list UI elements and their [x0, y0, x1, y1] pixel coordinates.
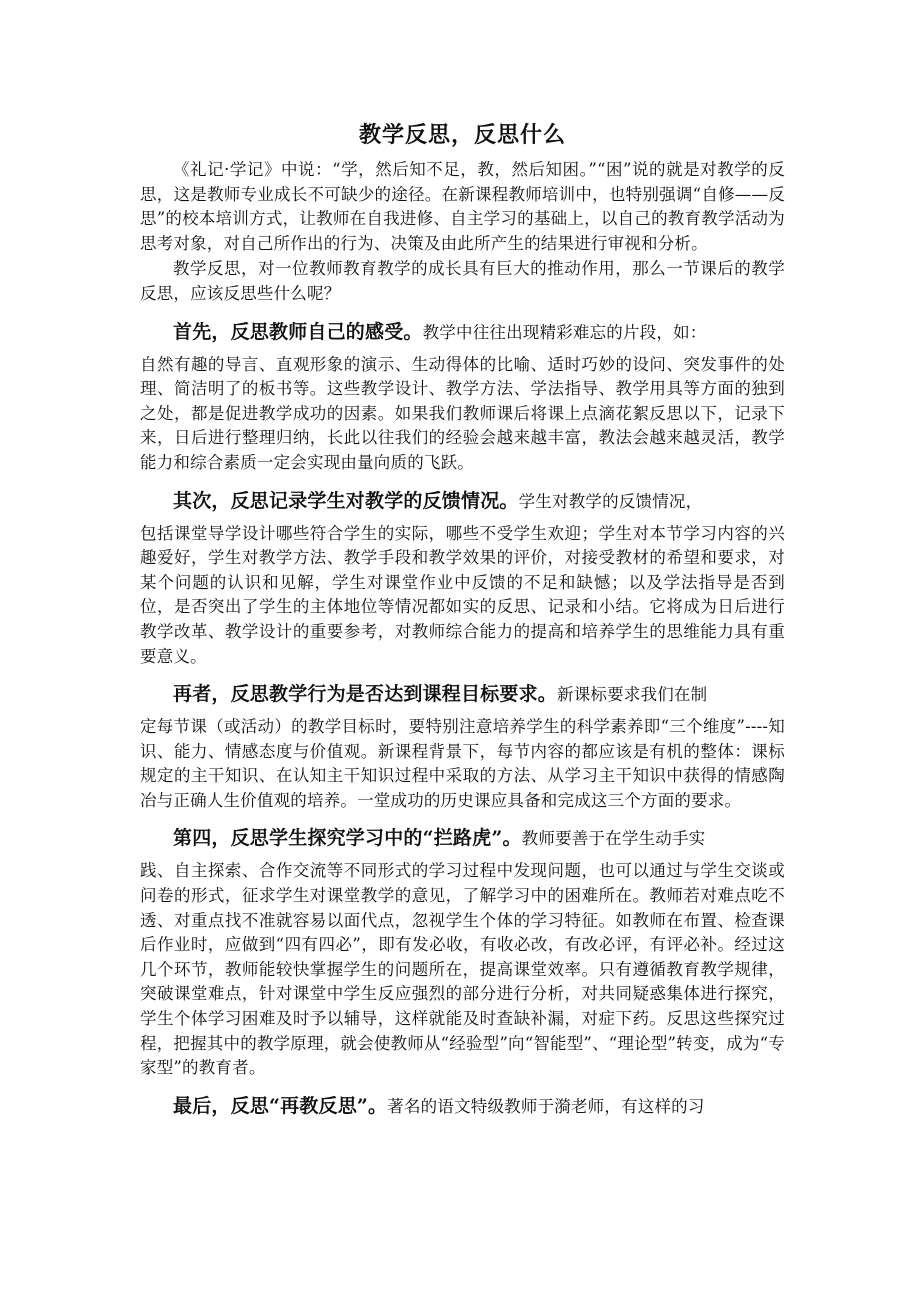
section-body-text: 践、自主探索、合作交流等不同形式的学习过程中发现问题，也可以通过与学生交谈或问卷的形式，征求学生对课堂教学的意见，了解学习中的困难所在。教师若对难点吃不透、对重点找不准就容易以面代点，忽视学生个体的学习特征。如教师在布置、检查课后作业时，应做到“四有四必”，即有发必收，有收必改，有改必评，有评必补。经过这几个环节，教师能较快掌握学生的问题所在，提高课堂效率。只有遵循教育教学规律，突破课堂难点，针对课堂中学生反应强烈的部分进行分析，对共同疑惑集体进行探究，学生个体学习困难及时予以辅导，这样就能及时查缺补漏，对症下药。反思这些探究过程，把握其中的教学原理，就会使教师从“经验型”向“智能型”、“理论型”转变，成为“专家型”的教育者。	[140, 861, 785, 1078]
section-lead-line	[140, 677, 785, 712]
section-first	[140, 315, 785, 476]
section-second	[140, 484, 785, 670]
section-lead-text: 学生对教学的反馈情况，	[518, 491, 703, 511]
intro-paragraph-2: 教学反思，对一位教师教育教学的成长具有巨大的推动作用，那么一节课后的教学反思，应该反思些什么呢？	[140, 259, 785, 303]
section-lead-text: 教学中往往出现精彩难忘的片段，如：	[422, 322, 707, 342]
document-title: 教学反思，反思什么	[358, 122, 566, 148]
section-last	[140, 1089, 785, 1124]
section-body-text: 自然有趣的导言、直观形象的演示、生动得体的比喻、适时巧妙的设问、突发事件的处理、简洁明了的板书等。这些教学设计、教学方法、学法指导、教学用具等方面的独到之处，都是促进教学成功的因素。如果我们教师课后将课上点滴花絮反思以下，记录下来，日后进行整理归纳，长此以往我们的经验会越来越丰富，教法会越来越灵活，教学能力和综合素质一定会实现由量向质的飞跃。	[140, 354, 785, 472]
section-lead-line	[140, 1089, 785, 1124]
document-body	[140, 118, 785, 1127]
section-heading: 其次，反思记录学生对教学的反馈情况。	[173, 489, 519, 512]
section-fourth	[140, 821, 785, 1080]
section-body-text: 定每节课（或活动）的教学目标时，要特别注意培养学生的科学素养即“三个维度”----知识、能力、情感态度与价值观。新课程背景下，每节内容的都应该是有机的整体：课标规定的主干知识、在认知主干知识过程中采取的方法、从学习主干知识中获得的情感陶冶与正确人生价值观的培养。一堂成功的历史课应具备和完成这三个方面的要求。	[140, 717, 785, 810]
section-lead-line	[140, 484, 785, 519]
section-lead-text: 著名的语文特级教师于漪老师，有这样的习	[387, 1096, 705, 1116]
section-lead-line	[140, 821, 785, 856]
section-heading: 首先，反思教师自己的感受。	[173, 320, 423, 343]
section-lead-text: 新课标要求我们在制	[557, 685, 708, 705]
section-heading: 最后，反思“再教反思”。	[173, 1094, 388, 1117]
section-third	[140, 677, 785, 813]
section-heading: 第四，反思学生探究学习中的“拦路虎”。	[173, 827, 522, 850]
section-heading: 再者，反思教学行为是否达到课程目标要求。	[173, 683, 558, 706]
section-body-text: 包括课堂导学设计哪些符合学生的实际，哪些不受学生欢迎；学生对本节学习内容的兴趣爱好，学生对教学方法、教学手段和教学效果的评价，对接受教材的希望和要求，对某个问题的认识和见解，学生对课堂作业中反馈的不足和缺憾；以及学法指导是否到位，是否突出了学生的主体地位等情况都如实的反思、记录和小结。它将成为日后进行教学改革、教学设计的重要参考，对教师综合能力的提高和培养学生的思维能力具有重要意义。	[140, 523, 785, 666]
section-lead-line	[140, 315, 785, 350]
intro-paragraph-1: 《礼记·学记》中说：“学，然后知不足，教，然后知困。”“困”说的就是对教学的反思，这是教师专业成长不可缺少的途径。在新课程教师培训中，也特别强调“自修——反思”的校本培训方式，让教师在自我进修、自主学习的基础上，以自己的教育教学活动为思考对象，对自己所作出的行为、决策及由此所产生的结果进行审视和分析。	[140, 160, 785, 253]
section-lead-text: 教师要善于在学生动手实	[521, 829, 706, 849]
